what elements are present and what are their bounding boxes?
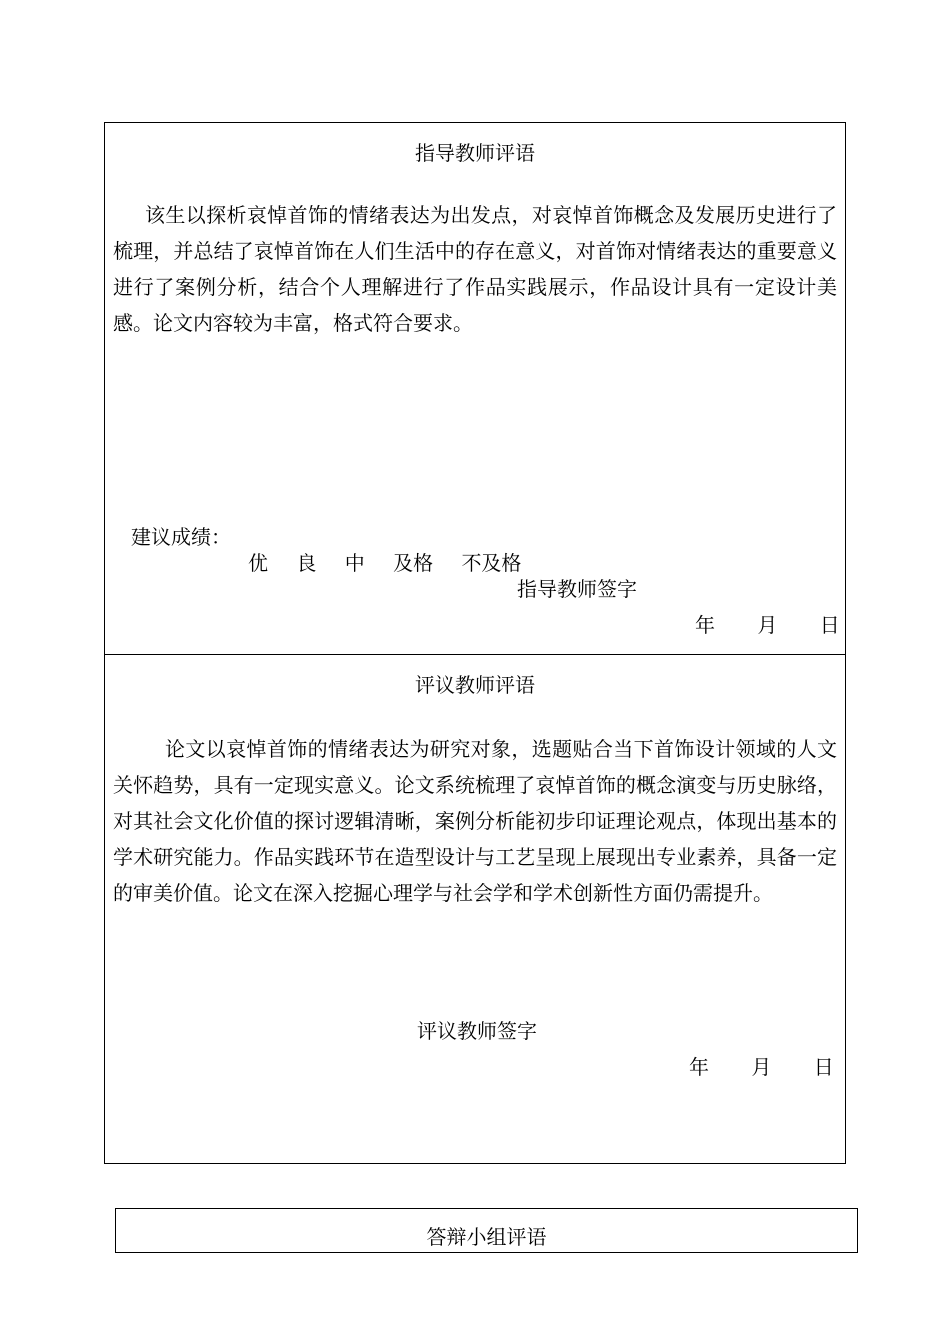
reviewer-date xyxy=(689,1051,834,1080)
reviewer-comment-section xyxy=(104,654,846,1164)
grade-options xyxy=(248,547,543,576)
reviewer-comment-text: 论文以哀悼首饰的情绪表达为研究对象，选题贴合当下首饰设计领域的人文关怀趋势，具有一定现实意义。论文系统梳理了哀悼首饰的概念演变与历史脉络，对其社会文化价值的探讨逻辑清晰，案例分析能初步印证理论观点，体现出基本的学术研究能力。作品实践环节在造型设计与工艺呈现上展现出专业素养，具备一定的审美价值。论文在深入挖掘心理学与社会学和学术创新性方面仍需提升。 xyxy=(113,737,837,905)
defense-section-title: 答辩小组评语 xyxy=(426,1225,547,1249)
advisor-date-day: 日 xyxy=(819,613,840,637)
grade-option-pass: 及格 xyxy=(393,551,434,575)
advisor-date xyxy=(695,609,840,638)
grade-option-good: 良 xyxy=(296,551,317,575)
advisor-date-year: 年 xyxy=(695,613,715,637)
grade-option-fail: 不及格 xyxy=(461,551,522,575)
reviewer-signature-label: 评议教师签字 xyxy=(417,1019,537,1043)
grade-label: 建议成绩： xyxy=(131,525,231,549)
advisor-comment-section xyxy=(104,122,846,655)
grade-option-medium: 中 xyxy=(344,551,365,575)
grade-option-excellent: 优 xyxy=(248,551,268,575)
reviewer-section-title: 评议教师评语 xyxy=(415,673,535,697)
advisor-comment-text: 该生以探析哀悼首饰的情绪表达为出发点，对哀悼首饰概念及发展历史进行了梳理，并总结了哀悼首饰在人们生活中的存在意义，对首饰对情绪表达的重要意义进行了案例分析，结合个人理解进行了作品实践展示，作品设计具有一定设计美感。论文内容较为丰富，格式符合要求。 xyxy=(113,203,837,335)
advisor-section-title: 指导教师评语 xyxy=(415,141,535,165)
reviewer-date-day: 日 xyxy=(813,1055,834,1079)
advisor-signature-label: 指导教师签字 xyxy=(517,577,637,601)
defense-comment-section xyxy=(115,1208,858,1253)
advisor-date-month: 月 xyxy=(757,613,778,637)
reviewer-date-year: 年 xyxy=(689,1055,709,1079)
reviewer-date-month: 月 xyxy=(751,1055,772,1079)
